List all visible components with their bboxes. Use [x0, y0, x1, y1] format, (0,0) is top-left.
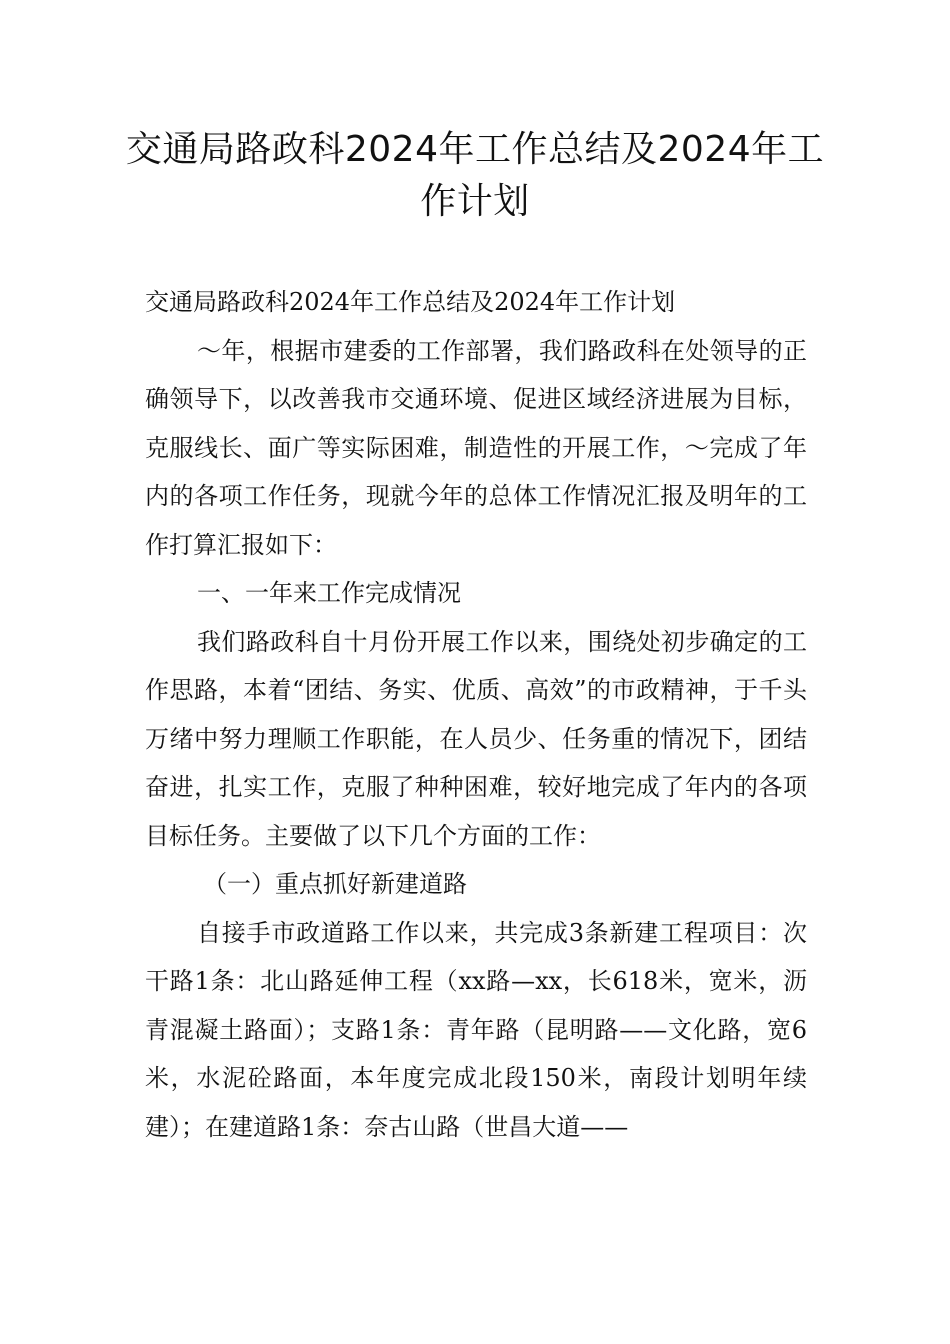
section-heading: 一、一年来工作完成情况 [197, 579, 461, 607]
subtitle-paragraph: 交通局路政科2024年工作总结及2024年工作计划 [145, 288, 676, 316]
intro-paragraph: ～年，根据市建委的工作部署，我们路政科在处领导的正确领导下，以改善我市交通环境、促进区域经济进展为目标，克服线长、面广等实际困难，制造性的开展工作，～完成了年内的各项工作任务，现就今年的总体工作情况汇报及明年的工作打算汇报如下： [145, 336, 807, 559]
document-title: 交通局路政科2024年工作总结及2024年工作计划 [125, 129, 825, 222]
body-paragraph: 我们路政科自十月份开展工作以来，围绕处初步确定的工作思路，本着“团结、务实、优质、高效”的市政精神，于千头万绪中努力理顺工作职能，在人员少、任务重的情况下，团结奋进，扎实工作，克服了种种困难，较好地完成了年内的各项目标任务。主要做了以下几个方面的工作： [145, 627, 807, 850]
subsection-heading: （一）重点抓好新建道路 [203, 870, 467, 898]
body-paragraph: 自接手市政道路工作以来，共完成3条新建工程项目：次干路1条：北山路延伸工程（xx路—xx，长618米，宽米，沥青混凝土路面）；支路1条：青年路（昆明路——文化路，宽6米，水泥砼路面，本年度完成北段150米，南段计划明年续建）；在建道路1条：奈古山路（世昌大道—— [145, 918, 807, 1141]
document-body [145, 278, 807, 1151]
